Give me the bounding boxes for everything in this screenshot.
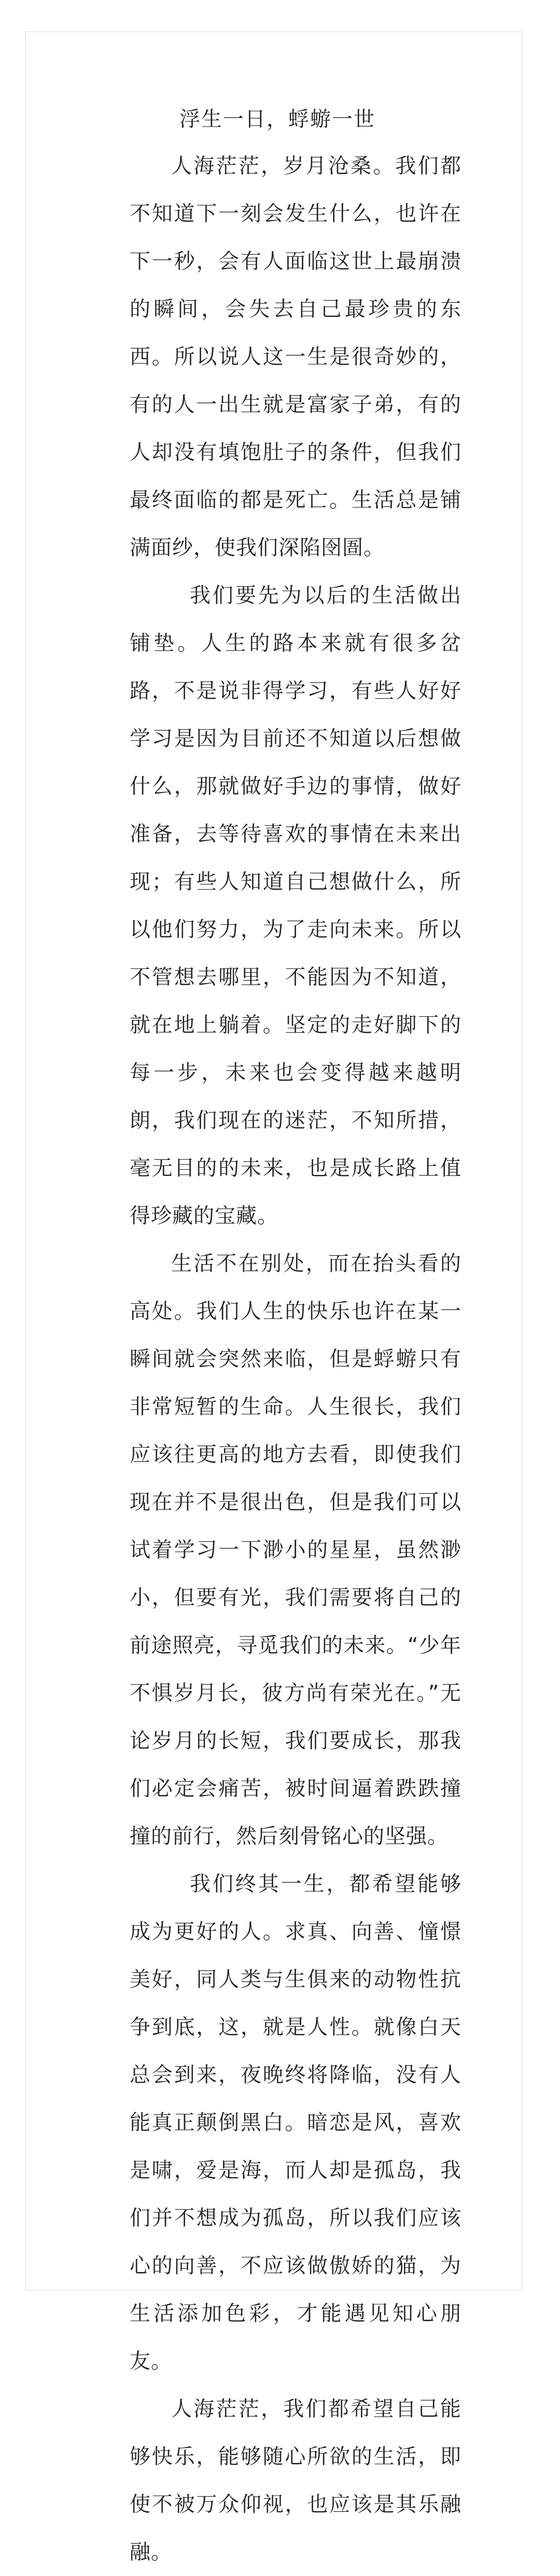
article-title: 浮生一日，蜉蝣一世 <box>179 107 375 131</box>
paragraph-4: 我们终其一生，都希望能够成为更好的人。求真、向善、憧憬美好，同人类与生俱来的动物性抗争到底，这，就是人性。就像白天总会到来，夜晚终将降临，没有人能真正颠倒黑白。暗恋是风，喜欢是啸，爱是海，而人却是孤岛，我们并不想成为孤岛，所以我们应该心的向善，不应该做傲娇的猫，为生活添加色彩，才能遇见知心朋友。 <box>130 1872 461 2373</box>
article-body <box>130 96 461 2576</box>
paragraph-1: 人海茫茫，岁月沧桑。我们都不知道下一刻会发生什么，也许在下一秒，会有人面临这世上最崩溃的瞬间，会失去自己最珍贵的东西。所以说人这一生是很奇妙的，有的人一出生就是富家子弟，有的人却没有填饱肚子的条件，但我们最终面临的都是死亡。生活总是铺满面纱，使我们深陷囹圄。 <box>130 154 461 560</box>
paragraph-2: 我们要先为以后的生活做出铺垫。人生的路本来就有很多岔路，不是说非得学习，有些人好好学习是因为目前还不知道以后想做什么，那就做好手边的事情，做好准备，去等待喜欢的事情在未来出现；有些人知道自己想做什么，所以他们努力，为了走向未来。所以不管想去哪里，不能因为不知道，就在地上躺着。坚定的走好脚下的每一步，未来也会变得越来越明朗，我们现在的迷茫，不知所措，毫无目的的未来，也是成长路上值得珍藏的宝藏。 <box>130 584 461 1228</box>
article-card <box>25 31 523 2564</box>
paragraph-5: 人海茫茫，我们都希望自己能够快乐，能够随心所欲的生活，即使不被万众仰视，也应该是其乐融融。 <box>130 2397 461 2564</box>
paragraph-3: 生活不在别处，而在抬头看的高处。我们人生的快乐也许在某一瞬间就会突然来临，但是蜉蝣只有非常短暂的生命。人生很长，我们应该往更高的地方去看，即使我们现在并不是很出色，但是我们可以试着学习一下渺小的星星，虽然渺小，但要有光，我们需要将自己的前途照亮，寻觅我们的未来。“少年不惧岁月长，彼方尚有荣光在。”无论岁月的长短，我们要成长，那我们必定会痛苦，被时间逼着跌跌撞撞的前行，然后刻骨铭心的坚强。 <box>130 1252 461 1848</box>
